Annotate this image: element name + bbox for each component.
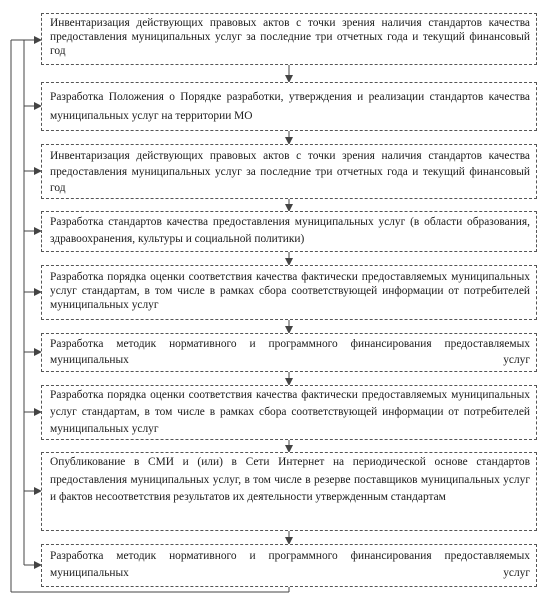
step-box-7: Разработка порядка оценки соответствия качества фактически предоставляемых муниципальных услуг стандартам, в том числе в рамках сбора соответствующей информации от потребителей муниципальных услуг: [41, 385, 537, 440]
step-box-6: Разработка методик нормативного и программного финансирования предоставляемых муниципальных услуг: [41, 333, 537, 372]
step-box-4: Разработка стандартов качества предоставления муниципальных услуг (в области образования, здравоохранения, культуры и социальной политики): [41, 211, 537, 252]
step-box-2: Разработка Положения о Порядке разработки, утверждения и реализации стандартов качества муниципальных услуг на территории МО: [41, 82, 537, 131]
step-box-9: Разработка методик нормативного и программного финансирования предоставляемых муниципальных услуг: [41, 544, 537, 587]
step-box-5: Разработка порядка оценки соответствия качества фактически предоставляемых муниципальных услуг стандартам, в том числе в рамках сбора соответствующей информации от потребителей муниципальных услуг: [41, 265, 537, 320]
step-box-3: Инвентаризация действующих правовых актов с точки зрения наличия стандартов качества предоставления муниципальных услуг за последние три отчетных года и текущий финансовый год: [41, 144, 537, 199]
step-box-8: Опубликование в СМИ и (или) в Сети Интернет на периодической основе стандартов предоставления муниципальных услуг, в том числе в резерве поставщиков муниципальных услуг и фактов несоответствия результатов их деятельности утвержденным стандартам: [41, 452, 537, 531]
step-box-1: Инвентаризация действующих правовых актов с точки зрения наличия стандартов качества предоставления муниципальных услуг за последние три отчетных года и текущий финансовый год: [41, 13, 537, 65]
